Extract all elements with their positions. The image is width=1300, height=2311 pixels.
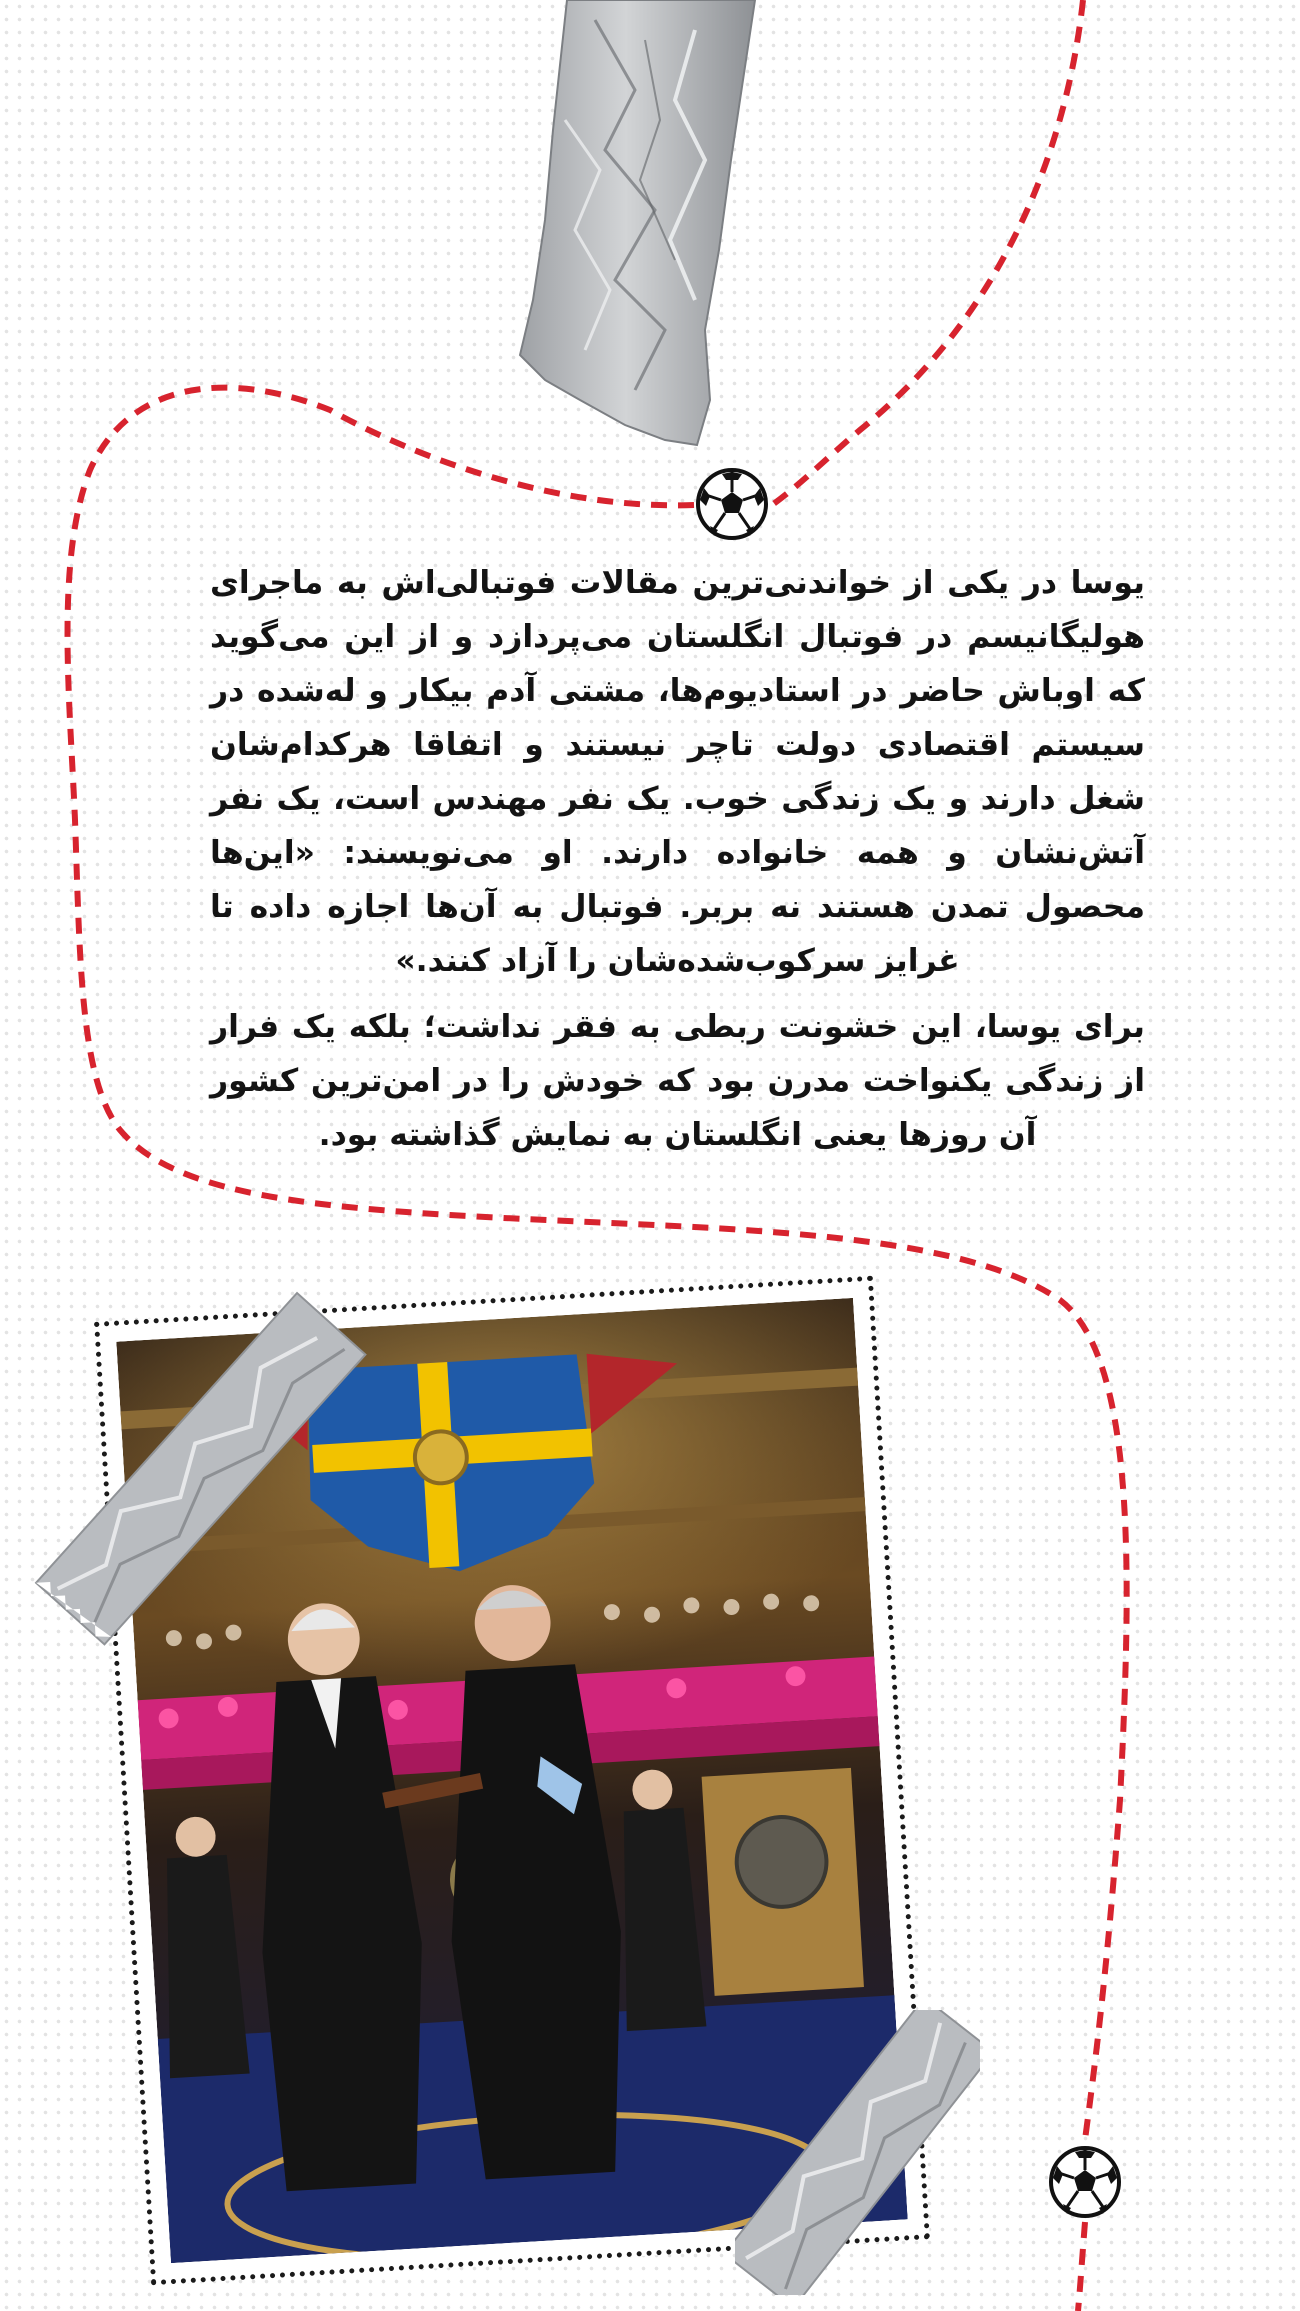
article-text: [210, 556, 1145, 1162]
article-paragraph: یوسا در یکی از خواندنی‌ترین مقالات فوتبالی‌اش به ماجرای هولیگانیسم در فوتبال انگلستان می‌پردازد و از این می‌گوید که اوباش حاضر در استادیوم‌ها، مشتی آدم بیکار و له‌شده در سیستم اقتصادی دولت تاچر نیستند و اتفاقا هرکدام‌شان شغل دارند و یک زندگی خوب. یک نفر مهندس است، یک نفر آتش‌نشان و همه خانواده دارند. او می‌نویسند: «این‌ها محصول تمدن هستند نه بربر. فوتبال به آن‌ها اجازه داده تا غرایز سرکوب‌شده‌شان را آزاد کنند.»: [210, 565, 1145, 979]
photo-tape-top-left: [25, 1268, 375, 1668]
top-tape-strip: [505, 0, 765, 450]
article-paragraph: برای یوسا، این خشونت ربطی به فقر نداشت؛ بلکه یک فرار از زندگی یکنواخت مدرن بود که خودش را در امن‌ترین کشور آن روزها یعنی انگلستان به نمایش گذاشته بود.: [210, 1009, 1145, 1153]
soccer-ball-icon: [694, 466, 770, 542]
photo-tape-bottom-right: [735, 2010, 980, 2295]
soccer-ball-icon: [1047, 2144, 1123, 2220]
